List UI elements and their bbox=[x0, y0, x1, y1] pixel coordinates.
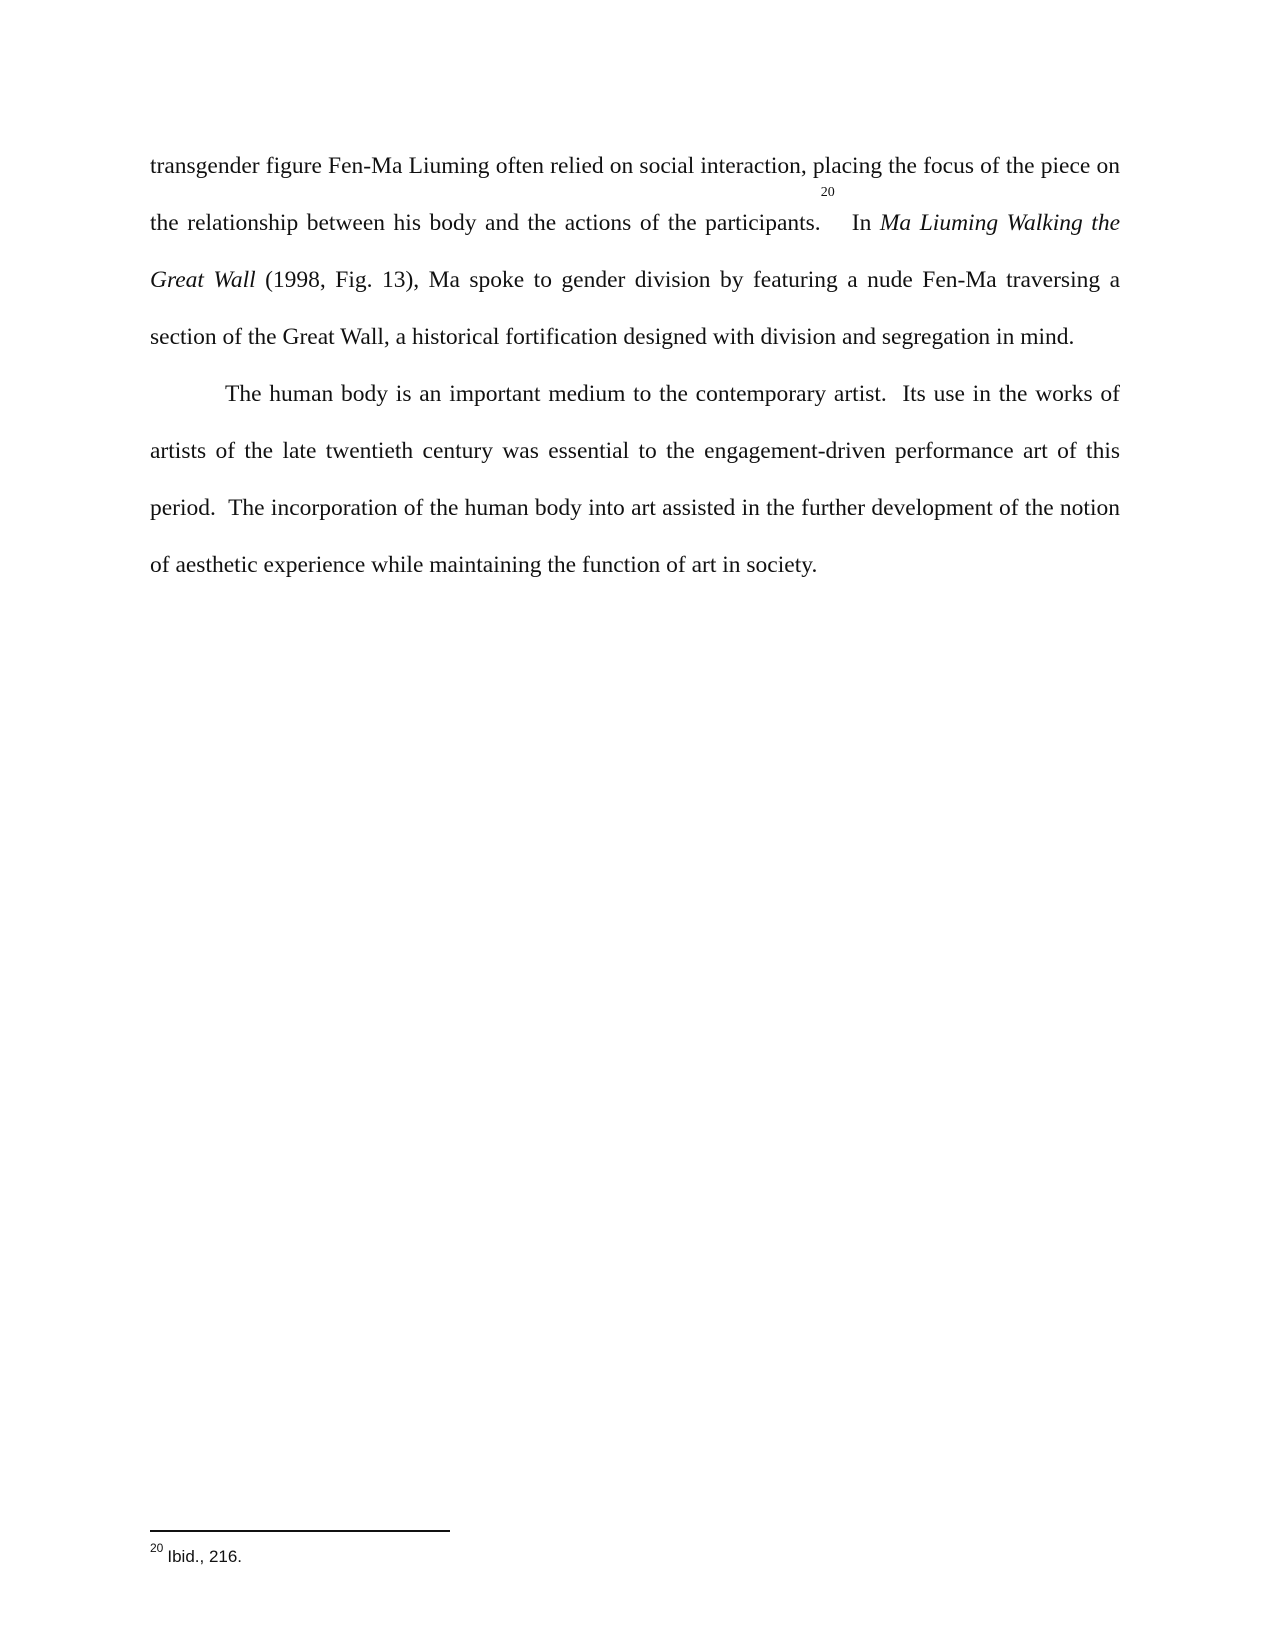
artwork-title: Ma Liuming Walking the Great Wall bbox=[150, 210, 1120, 293]
footnote-separator bbox=[150, 1530, 450, 1532]
paragraph-1-text-b: In bbox=[834, 210, 880, 236]
paragraph-1-text-a: transgender figure Fen-Ma Liuming often relied on social interaction, placing the focus of the piece on the relationship between his body and the actions of the participants. bbox=[150, 153, 1120, 236]
footnote-reference: 20 bbox=[820, 185, 835, 200]
footnote-number: 20 bbox=[150, 1541, 164, 1555]
paragraph-2: The human body is an important medium to the contemporary artist. Its use in the works of artists of the late twentieth century was essential to the engagement-driven performance art of this period. The incorporation of the human body into art assisted in the further development of the notion of aesthetic experience while maintaining the function of art in society. bbox=[150, 381, 1126, 578]
body-text bbox=[150, 138, 1126, 594]
paragraph-1-text-c: (1998, Fig. 13), Ma spoke to gender division by featuring a nude Fen-Ma traversing a section of the Great Wall, a historical fortification designed with division and segregation in mind. bbox=[150, 267, 1120, 350]
paragraph-1 bbox=[150, 138, 1120, 366]
footnote bbox=[150, 1541, 243, 1569]
footnote-text: Ibid., 216. bbox=[167, 1547, 243, 1566]
